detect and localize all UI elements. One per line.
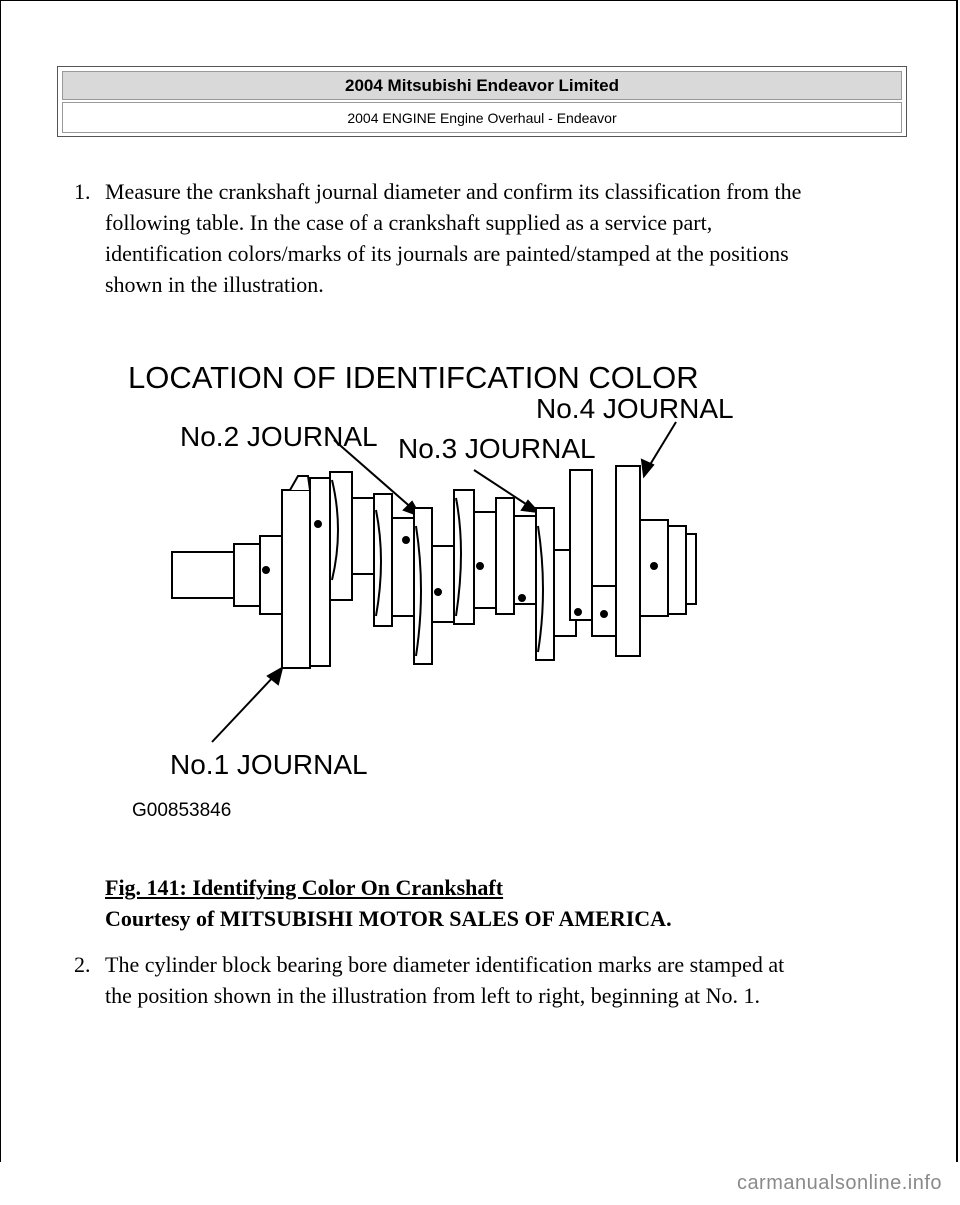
step-line: The cylinder block bearing bore diameter identification marks are stamped at	[105, 952, 785, 977]
label-journal-1: No.1 JOURNAL	[170, 749, 368, 780]
crankshaft-illustration	[108, 330, 768, 830]
label-journal-4: No.4 JOURNAL	[536, 393, 734, 424]
step-line: Measure the crankshaft journal diameter and confirm its classification from the	[105, 179, 802, 204]
step-text	[105, 176, 904, 300]
step-number: 2.	[74, 952, 91, 977]
figure-caption-title: Fig. 141: Identifying Color On Crankshaft	[105, 875, 504, 900]
site-watermark: carmanualsonline.info	[736, 1172, 942, 1194]
step-text	[105, 949, 904, 1011]
step-line: identification colors/marks of its journals are painted/stamped at the positions	[105, 241, 789, 266]
figure-code: G00853846	[132, 800, 232, 821]
label-journal-3: No.3 JOURNAL	[398, 433, 596, 464]
step-line: following table. In the case of a crankshaft supplied as a service part,	[105, 210, 713, 235]
step-number: 1.	[74, 179, 91, 204]
figure-caption	[105, 872, 672, 934]
vehicle-title: 2004 Mitsubishi Endeavor Limited	[62, 71, 902, 100]
figure-heading: LOCATION OF IDENTIFCATION COLOR	[128, 360, 699, 395]
step-2	[74, 949, 904, 1013]
label-journal-2: No.2 JOURNAL	[180, 421, 378, 452]
crankshaft-shape	[172, 466, 696, 668]
document-header	[57, 66, 907, 137]
step-line: the position shown in the illustration from left to right, beginning at No. 1.	[105, 983, 761, 1008]
section-title: 2004 ENGINE Engine Overhaul - Endeavor	[62, 102, 902, 133]
step-1	[74, 176, 904, 304]
step-line: shown in the illustration.	[105, 272, 324, 297]
figure-courtesy: Courtesy of MITSUBISHI MOTOR SALES OF AMERICA.	[105, 906, 672, 931]
